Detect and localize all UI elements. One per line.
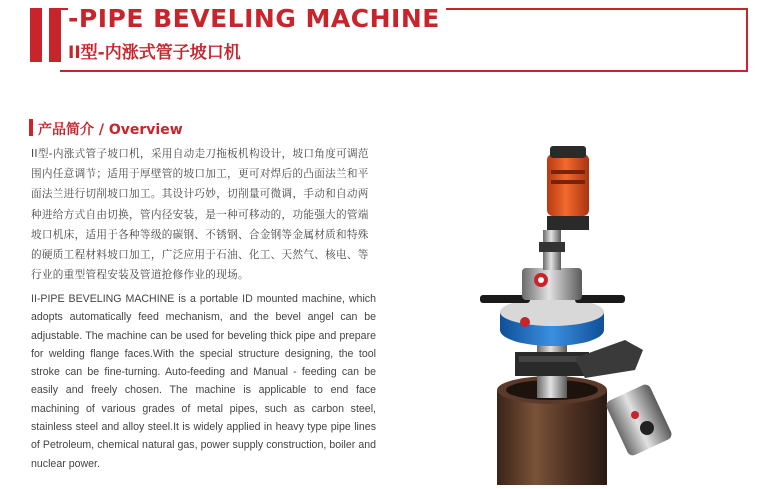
- motor: [547, 146, 589, 230]
- page-title: -PIPE BEVELING MACHINE: [68, 4, 446, 33]
- blue-feed-ring: [500, 298, 604, 346]
- english-description: II-PIPE BEVELING MACHINE is a portable ID mounted machine, which adopts automatically feed mechanism, and the bevel angel can be adjustable. The machine can be used for beveling thick pipe and prepare for welding flange faces.With the special structure designing, the tool stroke can be fine-turning. Auto-feeding and Manual - feeding can be easily and freely chosen. The machine is applicable to end face machining of various grades of metal pipes, such as carbon steel, stainless steel and alloy steel.It is widely applied in heavy type pipe lines of Petroleum, chemical natural gas, power supply construction, boiler and nuclear power.: [31, 293, 376, 470]
- title-roman-numeral-bars: [30, 8, 61, 62]
- chinese-description: II型-内涨式管子坡口机，采用自动走刀拖板机构设计，坡口角度可调范围内任意调节；适用于厚壁管的坡口加工，更可对焊后的凸面法兰和平面法兰进行切削坡口加工。其设计巧妙，切削量可微调，手动和自动两种进给方式自由切换，管内径安装，是一种可移动的，功能强大的管端坡口机床，适用于各种等级的碳钢、不锈钢、合金钢等金属材质和特殊的硬质工程材料坡口加工，广泛应用于石油、化工、天然气、核电、等行业的重型管程安装及管道抢修作业的现场。: [31, 148, 369, 282]
- numeral-bar-left: [30, 8, 42, 62]
- section-heading: 产品简介 / Overview: [38, 122, 183, 138]
- section-marker: [29, 119, 33, 136]
- page-subtitle: II型-内涨式管子坡口机: [68, 43, 241, 63]
- machine-photo: [475, 140, 685, 485]
